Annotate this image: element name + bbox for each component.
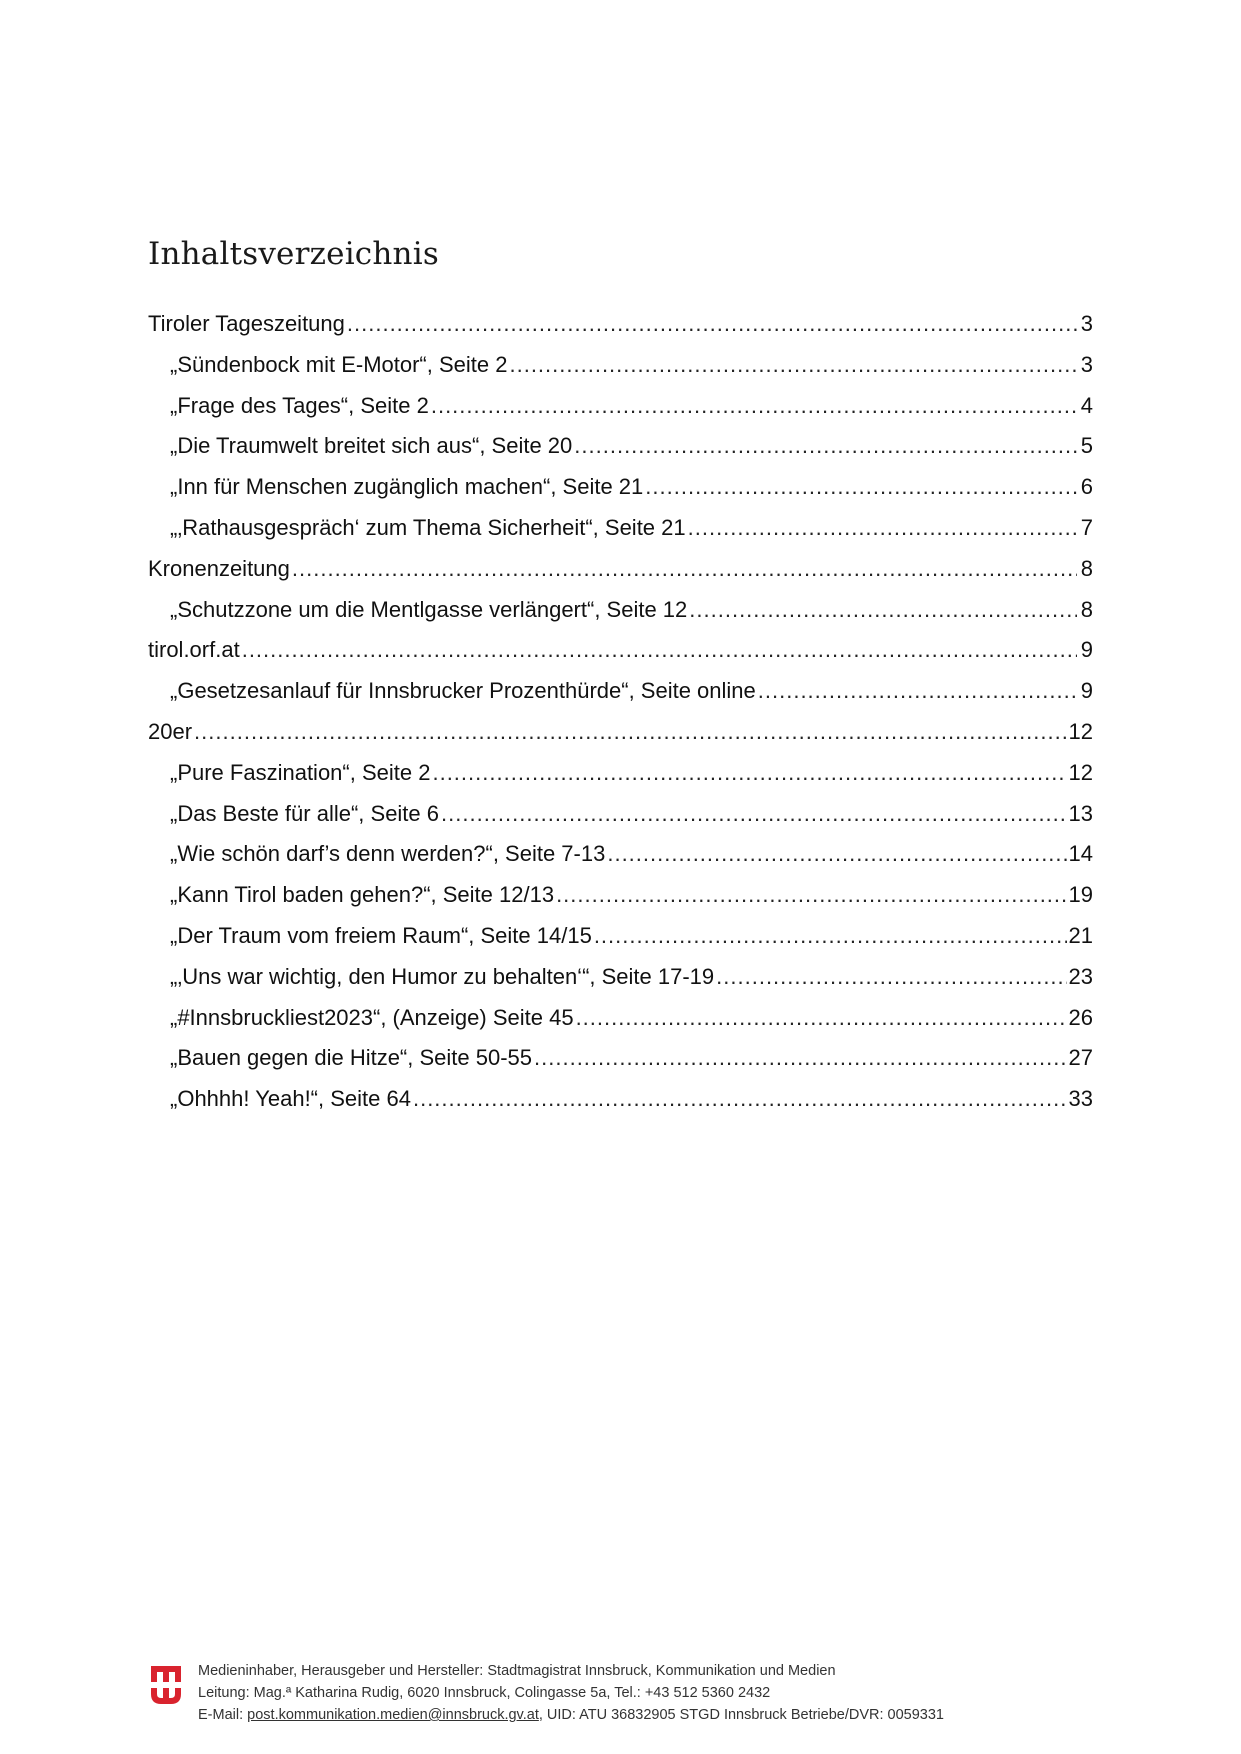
toc-section-entry[interactable]: [148, 549, 1093, 590]
toc-dot-leader: [432, 753, 1066, 794]
toc-entry-title: Kronenzeitung: [148, 555, 290, 581]
toc-page-number: 33: [1068, 1086, 1093, 1112]
toc-page-number: 23: [1068, 963, 1093, 989]
imprint-line-management: Leitung: Mag.ª Katharina Rudig, 6020 Innsbruck, Colingasse 5a, Tel.: +43 512 5360 2432: [198, 1685, 771, 1701]
toc-article-entry[interactable]: [148, 386, 1093, 427]
toc-dot-leader: [758, 671, 1077, 712]
toc-article-entry[interactable]: [148, 794, 1093, 835]
toc-entry-title: „Gesetzesanlauf für Innsbrucker Prozenthürde“, Seite online: [170, 678, 756, 704]
toc-page-number: 5: [1080, 433, 1093, 459]
toc-title: Inhaltsverzeichnis: [148, 236, 439, 272]
toc-page-number: 3: [1080, 351, 1093, 377]
toc-section-entry[interactable]: [148, 304, 1093, 345]
toc-page-number: 9: [1080, 678, 1093, 704]
toc-dot-leader: [347, 304, 1077, 345]
toc-article-entry[interactable]: [148, 916, 1093, 957]
toc-page-number: 4: [1080, 392, 1093, 418]
toc-entry-title: „Wie schön darf’s denn werden?“, Seite 7-13: [170, 841, 606, 867]
toc-dot-leader: [413, 1079, 1067, 1120]
toc-entry-title: „Ohhhh! Yeah!“, Seite 64: [170, 1086, 411, 1112]
innsbruck-city-logo-icon: [150, 1664, 182, 1706]
toc-entry-title: tirol.orf.at: [148, 637, 240, 663]
toc-dot-leader: [716, 957, 1066, 998]
toc-entry-title: „Frage des Tages“, Seite 2: [170, 392, 429, 418]
toc-dot-leader: [431, 386, 1077, 427]
table-of-contents: [148, 304, 1093, 1120]
toc-article-entry[interactable]: [148, 426, 1093, 467]
toc-entry-title: „Kann Tirol baden gehen?“, Seite 12/13: [170, 882, 555, 908]
toc-article-entry[interactable]: [148, 345, 1093, 386]
page-footer: [150, 1660, 1090, 1730]
toc-entry-title: „Der Traum vom freiem Raum“, Seite 14/15: [170, 922, 592, 948]
toc-article-entry[interactable]: [148, 834, 1093, 875]
toc-article-entry[interactable]: [148, 590, 1093, 631]
toc-entry-title: 20er: [148, 718, 193, 744]
imprint-text: [198, 1660, 944, 1726]
toc-section-entry[interactable]: [148, 712, 1093, 753]
toc-dot-leader: [594, 916, 1067, 957]
toc-page-number: 9: [1080, 637, 1093, 663]
toc-page-number: 12: [1068, 759, 1093, 785]
toc-dot-leader: [556, 875, 1066, 916]
toc-dot-leader: [292, 549, 1077, 590]
toc-article-entry[interactable]: [148, 671, 1093, 712]
toc-section-entry[interactable]: [148, 630, 1093, 671]
toc-entry-title: „Das Beste für alle“, Seite 6: [170, 800, 440, 826]
toc-page-number: 26: [1068, 1004, 1093, 1030]
toc-dot-leader: [509, 345, 1077, 386]
toc-dot-leader: [645, 467, 1077, 508]
toc-entry-title: „Die Traumwelt breitet sich aus“, Seite 20: [170, 433, 573, 459]
toc-page-number: 12: [1068, 718, 1093, 744]
toc-entry-title: „#Innsbruckliest2023“, (Anzeige) Seite 45: [170, 1004, 574, 1030]
toc-dot-leader: [194, 712, 1066, 753]
toc-article-entry[interactable]: [148, 1079, 1093, 1120]
toc-article-entry[interactable]: [148, 508, 1093, 549]
toc-page-number: 8: [1080, 596, 1093, 622]
toc-entry-title: „Schutzzone um die Mentlgasse verlängert“, Seite 12: [170, 596, 688, 622]
toc-page-number: 3: [1080, 311, 1093, 336]
uid-dvr-text: , UID: ATU 36832905 STGD Innsbruck Betriebe/DVR: 0059331: [538, 1707, 944, 1723]
toc-page-number: 7: [1080, 514, 1093, 540]
toc-article-entry[interactable]: [148, 875, 1093, 916]
toc-entry-title: Tiroler Tageszeitung: [148, 311, 345, 336]
toc-dot-leader: [576, 998, 1067, 1039]
toc-page-number: 6: [1080, 474, 1093, 500]
toc-dot-leader: [688, 508, 1077, 549]
toc-article-entry[interactable]: [148, 957, 1093, 998]
toc-page-number: 19: [1068, 882, 1093, 908]
toc-article-entry[interactable]: [148, 467, 1093, 508]
toc-dot-leader: [441, 794, 1067, 835]
toc-entry-title: „Inn für Menschen zugänglich machen“, Seite 21: [170, 474, 644, 500]
email-link[interactable]: post.kommunikation.medien@innsbruck.gv.at: [247, 1707, 539, 1723]
imprint-line-contact: [198, 1704, 944, 1726]
toc-dot-leader: [574, 426, 1077, 467]
toc-entry-title: „Pure Faszination“, Seite 2: [170, 759, 431, 785]
toc-dot-leader: [607, 834, 1066, 875]
toc-page-number: 27: [1068, 1045, 1093, 1071]
toc-dot-leader: [689, 590, 1077, 631]
email-label: E-Mail:: [198, 1707, 248, 1723]
toc-page-number: 13: [1068, 800, 1093, 826]
toc-entry-title: „Bauen gegen die Hitze“, Seite 50-55: [170, 1045, 533, 1071]
toc-entry-title: „‚Uns war wichtig, den Humor zu behalten‘“, Seite 17-19: [170, 963, 715, 989]
toc-article-entry[interactable]: [148, 998, 1093, 1039]
toc-entry-title: „‚Rathausgespräch‘ zum Thema Sicherheit“, Seite 21: [170, 514, 686, 540]
toc-page-number: 21: [1068, 922, 1093, 948]
toc-page-number: 8: [1080, 555, 1093, 581]
toc-article-entry[interactable]: [148, 1038, 1093, 1079]
imprint-line-publisher: Medieninhaber, Herausgeber und Hersteller: Stadtmagistrat Innsbruck, Kommunikation und Medien: [198, 1663, 836, 1679]
toc-dot-leader: [534, 1038, 1067, 1079]
toc-article-entry[interactable]: [148, 753, 1093, 794]
toc-entry-title: „Sündenbock mit E-Motor“, Seite 2: [170, 351, 508, 377]
toc-page-number: 14: [1068, 841, 1093, 867]
toc-dot-leader: [242, 630, 1077, 671]
